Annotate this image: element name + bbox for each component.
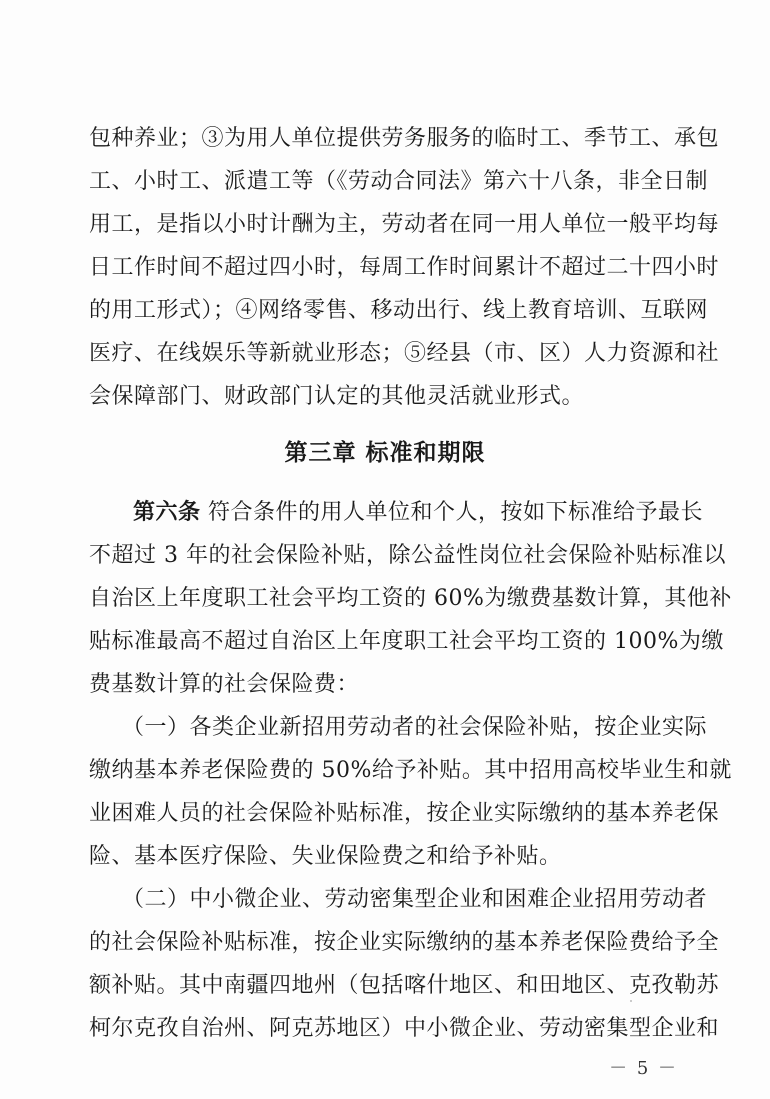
text-line: 额补贴。其中南疆四地州（包括喀什地区、和田地区、克孜勒苏 <box>89 973 720 998</box>
text-line: 不超过 3 年的社会保险补贴，除公益性岗位社会保险补贴标准以 <box>89 543 726 568</box>
item-2-first-line: （二）中小微企业、劳动密集型企业和困难企业招用劳动者 <box>122 887 708 912</box>
scan-speck <box>630 1000 632 1002</box>
text-line: 贴标准最高不超过自治区上年度职工社会平均工资的 100%为缴 <box>89 629 724 654</box>
text-line: 自治区上年度职工社会平均工资的 60%为缴费基数计算，其他补 <box>89 586 732 611</box>
text-line: 用工，是指以小时计酬为主，劳动者在同一用人单位一般平均每 <box>89 212 720 237</box>
text-line: 费基数计算的社会保险费： <box>89 672 360 697</box>
article-6-first-line <box>133 498 703 528</box>
article-6-first-line-text: 符合条件的用人单位和个人，按如下标准给予最长 <box>200 500 704 525</box>
article-6-lead: 第六条 <box>133 500 201 525</box>
page-number: － 5 － <box>609 1058 678 1079</box>
text-line: 会保障部门、财政部门认定的其他灵活就业形式。 <box>89 384 585 409</box>
text-line: 的用工形式）；④网络零售、移动出行、线上教育培训、互联网 <box>89 298 709 323</box>
text-line: 缴纳基本养老保险费的 50%给予补贴。其中招用高校毕业生和就 <box>89 758 732 783</box>
text-line: 险、基本医疗保险、失业保险费之和给予补贴。 <box>89 844 562 869</box>
item-1-first-line: （一）各类企业新招用劳动者的社会保险补贴，按企业实际 <box>122 715 708 740</box>
text-line: 包种养业；③为用人单位提供劳务服务的临时工、季节工、承包 <box>89 126 720 151</box>
text-line: 业困难人员的社会保险补贴标准，按企业实际缴纳的基本养老保 <box>89 801 720 826</box>
text-line: 的社会保险补贴标准，按企业实际缴纳的基本养老保险费给予全 <box>89 930 720 955</box>
text-line: 医疗、在线娱乐等新就业形态；⑤经县（市、区）人力资源和社 <box>89 341 720 366</box>
text-line: 柯尔克孜自治州、阿克苏地区）中小微企业、劳动密集型企业和 <box>89 1016 720 1041</box>
chapter-heading: 第三章 标准和期限 <box>284 440 486 466</box>
text-line: 日工作时间不超过四小时，每周工作时间累计不超过二十四小时 <box>89 255 720 280</box>
text-line: 工、小时工、派遣工等（《劳动合同法》第六十八条，非全日制 <box>89 169 709 194</box>
